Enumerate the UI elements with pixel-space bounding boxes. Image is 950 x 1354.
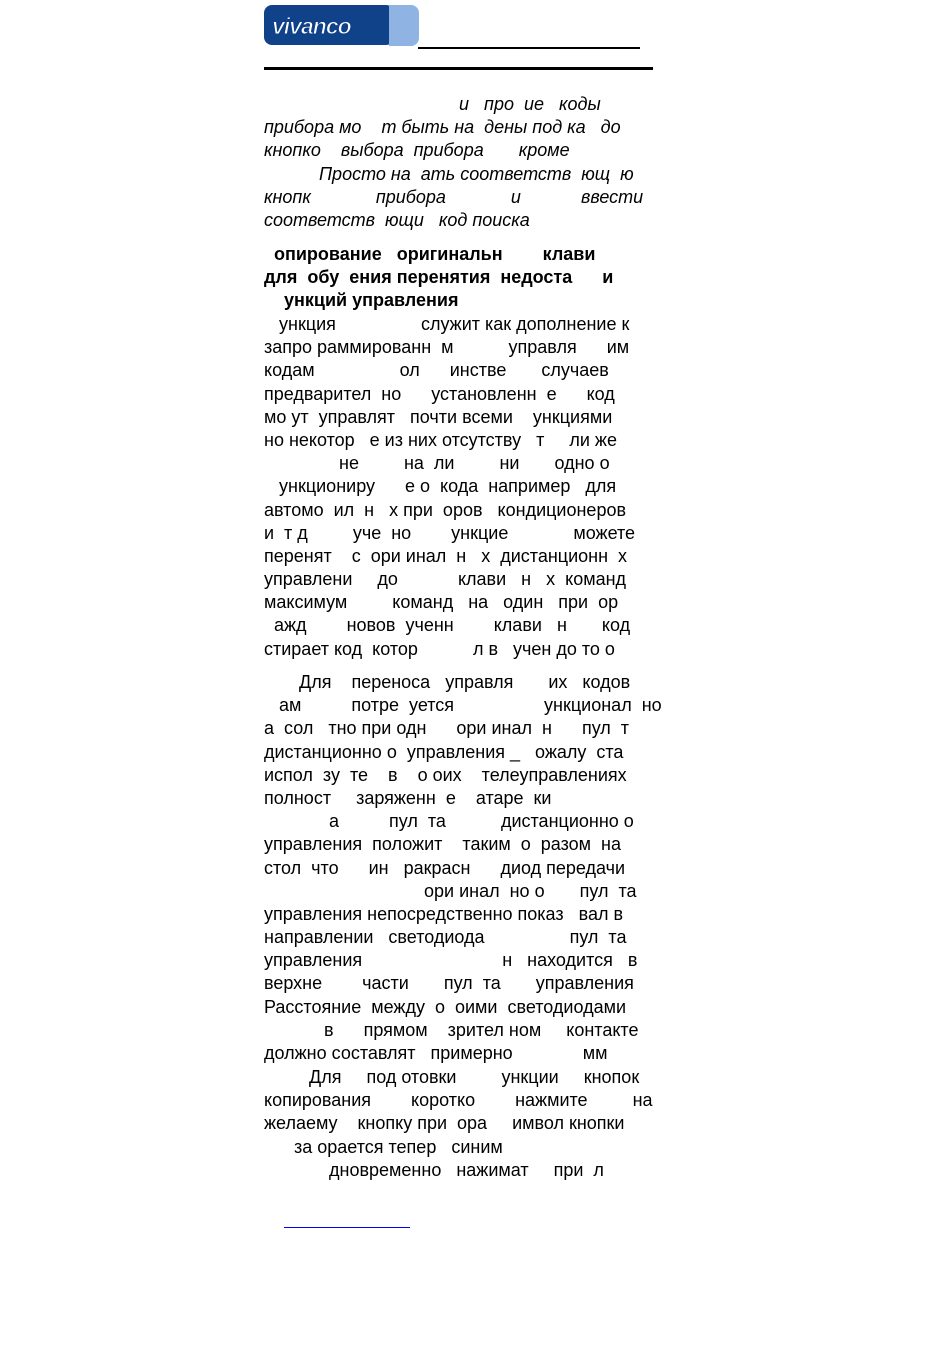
text-line: не на ли ни одно о <box>264 453 610 474</box>
text-line: Просто на ать соответств ющ ю <box>264 163 634 184</box>
logo-swoosh <box>389 5 419 46</box>
text-line: полност заряженн е атаре ки <box>264 787 552 808</box>
text-line: Для под отовки ункции кнопок <box>264 1067 640 1087</box>
text-line: и т д уче но ункцие можете <box>264 522 636 543</box>
text-line: копирования коротко нажмите на <box>264 1090 653 1111</box>
text-line: кнопк прибора и ввести <box>264 186 644 207</box>
text-line: за орается тепер синим <box>264 1136 503 1157</box>
text-line: дистанционно о управления _ ожалу ста <box>264 741 624 762</box>
text-line: Расстояние между о оими светодиодами <box>264 996 627 1017</box>
text-line: ажд новов ученн клави н код <box>264 615 631 636</box>
paragraph-function <box>264 313 674 661</box>
text-line: кнопко выбора прибора кроме <box>264 140 570 161</box>
text-line: управления положит таким о разом на <box>264 834 621 855</box>
text-line: предварител но установленн е код <box>264 383 615 404</box>
text-line: а сол тно при одн ори инал н пул т <box>264 718 630 739</box>
text-line: должно составлят примерно мм <box>264 1043 608 1063</box>
text-line: направлении светодиода пул та <box>264 927 627 948</box>
text-line: и про ие коды <box>264 94 601 114</box>
header-rule-short <box>418 47 640 49</box>
text-line: перенят с ори инал н х дистанционн х <box>264 545 628 566</box>
vivanco-logo <box>264 5 419 46</box>
text-line: для обу ения перенятия недоста и <box>264 267 614 288</box>
text-line: дновременно нажимат при л <box>264 1159 604 1180</box>
intro-paragraph <box>264 93 674 232</box>
text-line: желаему кнопку при ора имвол кнопки <box>264 1113 625 1134</box>
text-line: ункциониру е о кода например для <box>264 476 617 497</box>
text-line: управления н находится в <box>264 950 638 971</box>
text-line: автомо ил н х при оров кондиционеров <box>264 499 627 520</box>
text-line: кодам ол инстве случаев <box>264 360 609 381</box>
logo-text: vivanco <box>272 13 351 39</box>
text-line: максимум команд на один при ор <box>264 592 619 613</box>
text-line: запро раммированн м управля им <box>264 337 630 358</box>
text-line: опирование оригинальн клави <box>264 244 596 264</box>
paragraph-transfer <box>264 671 674 1065</box>
text-line: ори инал но о пул та <box>264 880 637 901</box>
paragraph-preparation <box>264 1066 674 1182</box>
text-line: Для переноса управля их кодов <box>264 672 631 692</box>
text-line: управления непосредственно показ вал в <box>264 903 624 924</box>
text-line: ункций управления <box>264 290 459 311</box>
header-rule-long <box>264 67 653 70</box>
text-line: ам потре уется ункционал но <box>264 695 662 716</box>
text-line: стол что ин ракрасн диод передачи <box>264 857 626 878</box>
text-line: мо ут управлят почти всеми ункциями <box>264 406 613 427</box>
footnote-separator <box>284 1227 410 1228</box>
text-line: в прямом зрител ном контакте <box>264 1019 639 1040</box>
text-line: управлени до клави н х команд <box>264 569 627 590</box>
section-heading <box>264 243 674 313</box>
text-line: соответств ющи код поиска <box>264 209 530 230</box>
text-line: верхне части пул та управления <box>264 973 634 994</box>
text-line: а пул та дистанционно о <box>264 811 634 832</box>
text-line: прибора мо т быть на дены под ка до <box>264 117 621 138</box>
text-line: испол зу те в о оих телеуправлениях <box>264 764 627 785</box>
text-line: стирает код котор л в учен до то о <box>264 638 615 659</box>
text-line: но некотор е из них отсутству т ли же <box>264 429 617 450</box>
text-line: ункция служит как дополнение к <box>264 314 630 334</box>
